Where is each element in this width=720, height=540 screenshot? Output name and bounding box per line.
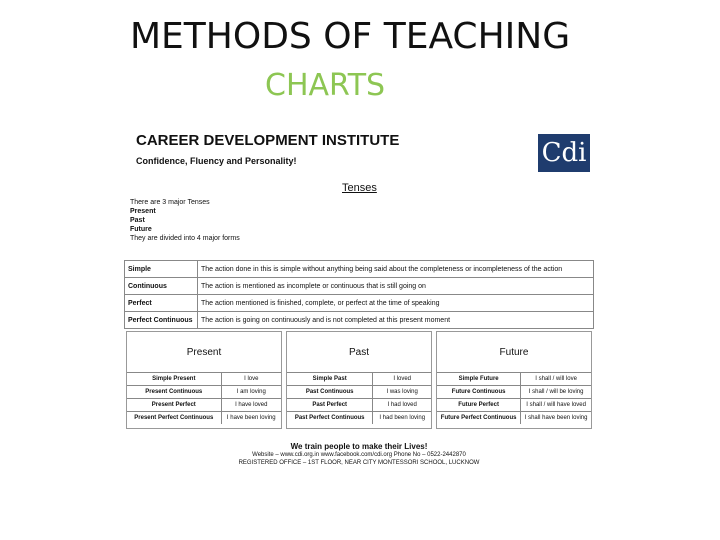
footer-address: REGISTERED OFFICE – 1ST FLOOR, NEAR CITY MONTESSORI SCHOOL, LUCKNOW <box>238 460 480 466</box>
intro-line: There are 3 major Tenses <box>130 199 210 206</box>
tense-example: I shall / will be loving <box>521 386 591 399</box>
intro-text <box>130 198 240 243</box>
tense-form: Simple Future <box>437 373 521 386</box>
tense-example: I had been loving <box>373 412 431 425</box>
tense-table <box>437 372 591 424</box>
form-name: Perfect <box>125 295 198 312</box>
institute-tagline: Confidence, Fluency and Personality! <box>136 156 297 166</box>
form-desc: The action is mentioned as incomplete or continuous that is still going on <box>198 278 594 295</box>
table-row <box>125 261 594 278</box>
form-desc: The action is going on continuously and is not completed at this present moment <box>198 312 594 329</box>
tense-form: Future Continuous <box>437 386 521 399</box>
tense-form: Simple Past <box>287 373 373 386</box>
tense-form: Past Continuous <box>287 386 373 399</box>
form-name: Perfect Continuous <box>125 312 198 329</box>
tense-example: I had loved <box>373 399 431 412</box>
tense-example: I love <box>221 373 281 386</box>
tense-form: Simple Present <box>127 373 221 386</box>
tense-example: I shall have been loving <box>521 412 591 425</box>
tense-form: Past Perfect <box>287 399 373 412</box>
slide-subtitle: CHARTS <box>265 68 386 103</box>
tense-form: Future Perfect Continuous <box>437 412 521 425</box>
forms-table <box>124 260 594 329</box>
tenses-chart-image <box>122 128 596 480</box>
doc-footer <box>122 443 596 467</box>
slide-title: METHODS OF TEACHING <box>130 16 571 57</box>
form-name: Simple <box>125 261 198 278</box>
tense-example: I have been loving <box>221 412 281 425</box>
intro-line: Future <box>130 226 152 233</box>
tense-example: I shall / will have loved <box>521 399 591 412</box>
intro-line: They are divided into 4 major forms <box>130 235 240 242</box>
intro-line: Past <box>130 217 145 224</box>
table-row <box>125 295 594 312</box>
tense-title: Past <box>348 346 369 358</box>
tense-example: I was loving <box>373 386 431 399</box>
footer-tagline: We train people to make their Lives! <box>290 442 428 451</box>
tense-form: Past Perfect Continuous <box>287 412 373 425</box>
table-row <box>125 312 594 329</box>
tense-form: Present Continuous <box>127 386 221 399</box>
tense-example: I am loving <box>221 386 281 399</box>
tense-form: Present Perfect Continuous <box>127 412 221 425</box>
form-name: Continuous <box>125 278 198 295</box>
tense-form: Present Perfect <box>127 399 221 412</box>
doc-heading: Tenses <box>342 182 377 194</box>
footer-contact: Website – www.cdi.org.in www.facebook.com/cdi.org Phone No – 0522-2442870 <box>252 452 466 458</box>
present-tense-box <box>126 331 282 429</box>
form-desc: The action done in this is simple without anything being said about the completeness or incompleteness of the action <box>198 261 594 278</box>
tense-table <box>287 372 431 424</box>
tense-table <box>127 372 281 424</box>
form-desc: The action mentioned is finished, complete, or perfect at the time of speaking <box>198 295 594 312</box>
intro-line: Present <box>130 208 156 215</box>
future-tense-box <box>436 331 592 429</box>
institute-name: CAREER DEVELOPMENT INSTITUTE <box>136 132 400 149</box>
tense-example: I shall / will love <box>521 373 591 386</box>
table-row <box>125 278 594 295</box>
tense-form: Future Perfect <box>437 399 521 412</box>
cdi-logo: Cdi <box>538 134 590 172</box>
tense-title: Present <box>186 346 222 358</box>
past-tense-box <box>286 331 432 429</box>
tense-title: Future <box>499 346 529 358</box>
tense-example: I have loved <box>221 399 281 412</box>
tense-example: I loved <box>373 373 431 386</box>
